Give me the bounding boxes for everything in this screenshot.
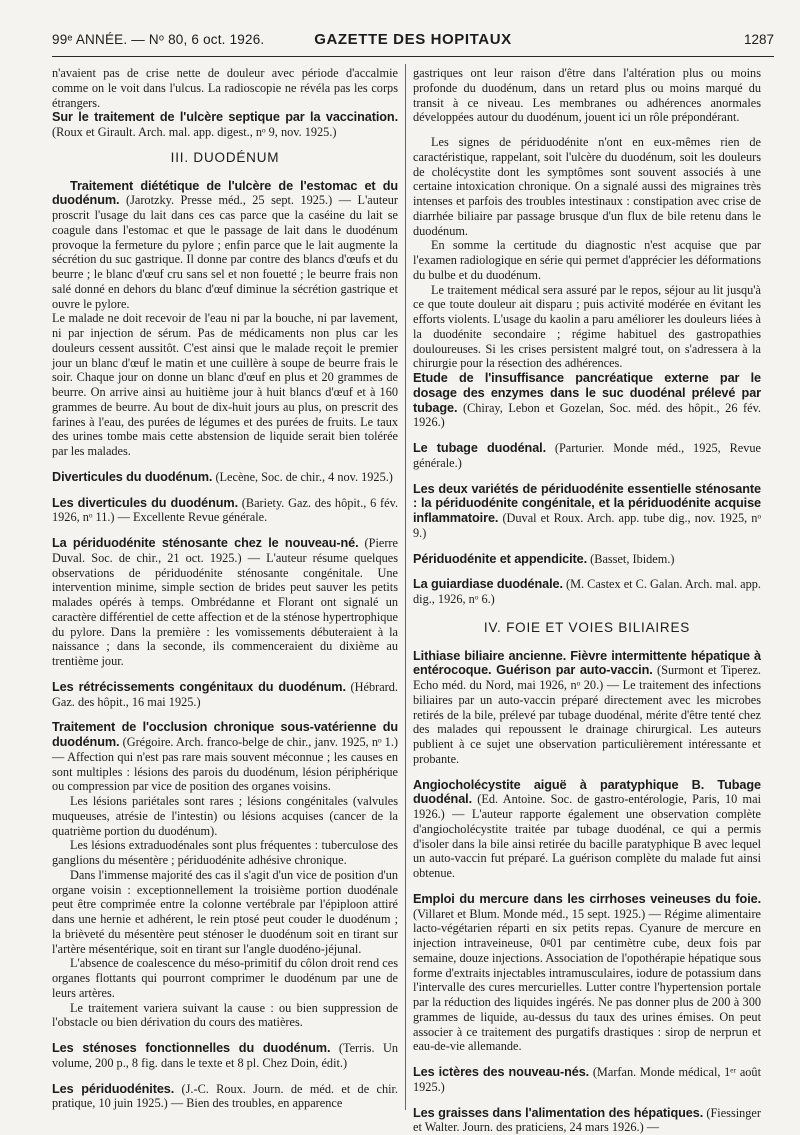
article-reference: (Duval et Roux. Arch. app. tube dig., nov. 1925, nᵒ 9.)	[413, 511, 761, 540]
article-reference: (Marfan. Monde médical, 1ᵉʳ août 1925.)	[413, 1065, 761, 1094]
article-body: Le traitement variera suivant la cause : ou bien suppression de l'obstacle ou bien dérivation du cours des matières.	[52, 1001, 398, 1031]
page-header	[52, 30, 774, 52]
article-reference: (Bariety. Gaz. des hôpit., 6 fév. 1926, nᵒ 11.)	[52, 496, 398, 525]
article-entry	[413, 371, 761, 430]
article-reference: (Ed. Antoine. Soc. de gastro-entérologie, Paris, 10 mai 1926.)	[413, 792, 761, 821]
page-number: 1287	[744, 32, 774, 47]
article-title: La périduodénite sténosante chez le nouveau-né.	[52, 536, 359, 550]
article-entry	[413, 577, 761, 607]
article-reference: (Chiray, Lebon et Gozelan, Soc. méd. des hôpit., 26 fév. 1926.)	[413, 401, 761, 430]
article-title: Emploi du mercure dans les cirrhoses veineuses du foie.	[413, 892, 761, 906]
article-title: Les deux variétés de périduodénite essentielle sténosante : la périduodénite congénitale, et la périduodénite acquise inflammatoire.	[413, 482, 761, 526]
article-reference: (M. Castex et C. Galan. Arch. mal. app. dig., 1926, nᵒ 6.)	[413, 577, 761, 606]
article-body: L'absence de coalescence du méso-primitif du côlon droit rend ces organes flottants qui pourront comprimer le duodénum par une de leurs artères.	[52, 956, 398, 1000]
article-title: Traitement diététique de l'ulcère de l'estomac et du duodénum.	[52, 179, 398, 208]
article-body: — Le traitement des infections biliaires par un auto-vaccin préparé directement avec les microbes retirés de la bile, prélevé par tubage duodénal, mérite d'être tenté chez des malades qui repoussent le drainage chirurgical. Les auteurs publient à ce sujet une observation particulièrement intéressante et probante.	[413, 678, 761, 766]
article-title: Les graisses dans l'alimentation des hépatiques.	[413, 1106, 703, 1120]
section-heading: IV. FOIE ET VOIES BILIAIRES	[413, 621, 761, 636]
article-title: Diverticules du duodénum.	[52, 470, 212, 484]
paragraph: Les signes de périduodénite n'ont en eux-mêmes rien de caractéristique, rappelant, soit l'ulcère du duodénum, soit les douleurs de cholécystite dont les symptômes sont souvent associés à une certaine intoxication chronique. On a signalé aussi des migraines très intenses et parfois des troubles intestinaux : constipation avec crise de diarrhée biliaire par passage brusque d'un flux de bile retenu dans le duodénum.	[413, 135, 761, 238]
article-title: Les ictères des nouveau-nés.	[413, 1065, 589, 1079]
journal-title: GAZETTE DES HOPITAUX	[52, 31, 774, 48]
article-reference: (Fiessinger et Walter. Journ. des praticiens, 24 mars 1926.)	[413, 1106, 761, 1135]
article-body: Dans l'immense majorité des cas il s'agit d'un vice de position d'un organe voisin : exceptionnellement la troisième portion duodénale peut être comprimée entre la colonne vertébrale par l'épiploon attiré dans une hernie et adhérent, le rein ptosé peut couder le duodénum ; la brièveté du mésentère peut sténoser le duodénum soit en tirant sur l'artère mésentérique, soit en tirant sur l'angle duodéno-jéjunal.	[52, 868, 398, 957]
article-entry	[52, 1041, 398, 1071]
paragraph: n'avaient pas de crise nette de douleur avec période d'accalmie comme on le voit dans l'ulcus. La radioscopie ne révéla pas les corps étrangers.	[52, 66, 398, 110]
article-entry	[413, 1106, 761, 1135]
right-column	[413, 66, 761, 1111]
article-reference: (Terris. Un volume, 200 p., 8 fig. dans le texte et 8 pl. Chez Doin, édit.)	[52, 1041, 398, 1070]
article-body: Le malade ne doit recevoir de l'eau ni par la bouche, ni par lavement, ni par injection de sérum. Pas de médicaments non plus car les douleurs cessent aussitôt. C'est ainsi que le malade reçoit le premier jour un blanc d'œuf le matin et une cuillère à soupe de beurre frais le soir. Chaque jour on donne un blanc d'œuf en plus et 20 grammes de beurre. On arrive ainsi au huitième jour à huit blancs d'œuf et à 160 grammes de beurre. Au bout de dix-huit jours au plus, on prescrit des farines à l'eau, des purées de légumes et des purées de fruits. Le taux des urines tombe mais cette abstension de liquide serait bien tolérée par les malades.	[52, 311, 398, 459]
article-entry	[413, 441, 761, 471]
article-reference: (Basset, Ibidem.)	[590, 552, 674, 566]
article-title: Le tubage duodénal.	[413, 441, 546, 455]
article-title: Les diverticules du duodénum.	[52, 496, 238, 510]
article-reference: (Jarotzky. Presse méd., 25 sept. 1925.)	[126, 193, 332, 207]
article-reference: (Roux et Girault. Arch. mal. app. digest., nᵒ 9, nov. 1925.)	[52, 125, 337, 139]
article-entry	[413, 1065, 761, 1095]
article-reference: (J.-C. Roux. Journ. de méd. et de chir. pratique, 10 juin 1925.)	[52, 1082, 398, 1111]
article-entry	[413, 552, 761, 567]
article-entry	[52, 536, 398, 669]
column-divider	[405, 64, 406, 1110]
article-entry	[413, 649, 761, 767]
paragraph: En somme la certitude du diagnostic n'est acquise que par l'examen radiologique en série qui permet d'apprécier les déformations du bulbe et du duodénum.	[413, 238, 761, 282]
paragraph: gastriques ont leur raison d'être dans l'altération plus ou moins profonde du duodénum, dans un retard plus ou moins marqué du transit à ce niveau. Les membranes ou adhérences anormales développées autour du duodénum, jouent ici un rôle prépondérant.	[413, 66, 761, 125]
article-entry	[52, 496, 398, 526]
article-entry	[52, 680, 398, 710]
section-heading: III. DUODÉNUM	[52, 151, 398, 166]
article-entry	[52, 470, 398, 485]
article-reference: (Pierre Duval. Soc. de chir., 21 oct. 1925.)	[52, 536, 398, 565]
article-entry	[413, 892, 761, 1054]
article-title: Angiocholécystite aiguë à paratyphique B. Tubage duodénal.	[413, 778, 761, 807]
article-body: — L'auteur rapporte également une observation complète d'angiocholécystite traitée par tubage duodénal, ce qui a permis d'isoler dans la bile ainsi retirée du bacille paratyphique B avec lequel un auto-vaccin fut préparé. La guérison complète du malade fut ainsi obtenue.	[413, 807, 761, 880]
paragraph: Le traitement médical sera assuré par le repos, séjour au lit jusqu'à ce que toute douleur ait disparu ; puis activité modérée en évitant les efforts violents. L'usage du kaolin a paru améliorer les douleurs liées à la duodénite secondaire ; régime habituel des gastropathies douloureuses. Si les crises persistent malgré tout, on s'adressera à la chirurgie pour la résection des adhérences.	[413, 283, 761, 372]
article-title: La guiardiase duodénale.	[413, 577, 563, 591]
article-entry	[52, 110, 398, 140]
article-body: —	[647, 1120, 659, 1134]
article-title: Sur le traitement de l'ulcère septique par la vaccination.	[52, 110, 398, 124]
article-body: Les lésions pariétales sont rares ; lésions congénitales (valvules muqueuses, atrésie de l'intestin) ou lésions acquises (cancer de la quatrième portion du duodénum).	[52, 794, 398, 838]
article-entry	[52, 720, 398, 1030]
article-reference: (Villaret et Blum. Monde méd., 15 sept. 1925.)	[413, 907, 645, 921]
article-reference: (Parturier. Monde méd., 1925, Revue générale.)	[413, 441, 761, 470]
article-body: — L'auteur proscrit l'usage du lait dans ces cas parce que la caséine du lait se coagule dans l'estomac et que le passage de lait dans le duodénum provoque la fermeture du pylore ; enfin parce que le lait augmente la sécrétion du suc gastrique. Il donne par contre des blancs d'œufs et du beurre ; le blanc d'œuf cru sans sel et non fouetté ; le beurre frais non salé donné en dehors du blanc d'œuf diminue la sécrétion gastrique et ouvre le pylore.	[52, 193, 398, 310]
article-reference: (Hébrard. Gaz. des hôpit., 16 mai 1925.)	[52, 680, 398, 709]
left-column	[52, 66, 398, 1111]
article-title: Traitement de l'occlusion chronique sous-vatérienne du duodénum.	[52, 720, 398, 749]
article-entry	[52, 1082, 398, 1112]
article-title: Les sténoses fonctionnelles du duodénum.	[52, 1041, 330, 1055]
article-title: Etude de l'insuffisance pancréatique externe par le dosage des enzymes dans le suc duodénal prélevé par tubage.	[413, 371, 761, 415]
article-reference: (Surmont et Tiperez. Echo méd. du Nord, mai 1926, nᵒ 20.)	[413, 663, 761, 692]
header-rule	[52, 56, 774, 57]
article-title: Les périduodénites.	[52, 1082, 174, 1096]
article-body: — Bien des troubles, en apparence	[171, 1096, 342, 1110]
article-title: Les rétrécissements congénitaux du duodénum.	[52, 680, 346, 694]
article-reference: (Lecène, Soc. de chir., 4 nov. 1925.)	[215, 470, 392, 484]
article-title: Lithiase biliaire ancienne. Fièvre intermittente hépatique à entérocoque. Guérison par auto-vaccin.	[413, 649, 761, 678]
article-body: — Affection qui n'est pas rare mais souvent méconnue ; les causes en sont multiples : lésions des parois du duodénum, lésion périphérique ou compression par vice de position des organes voisins.	[52, 750, 398, 794]
issue-info: 99ᵉ ANNÉE. — Nᵒ 80, 6 oct. 1926.	[52, 32, 264, 47]
article-reference: (Grégoire. Arch. franco-belge de chir., janv. 1925, nᵒ 1.)	[123, 735, 398, 749]
article-title: Périduodénite et appendicite.	[413, 552, 587, 566]
article-entry	[52, 179, 398, 459]
article-body: — L'auteur résume quelques observations de périduodénite sténosante congénitale. Une intervention minime, simple section de brides peut sauver les petits malades opérés à temps. Ombrédanne et Florant ont signalé un caractère différentiel de cette affection et de la sténose hypertrophique du pylore. Dans la première : les vomissements débuteraient à la naissance ; dans la seconde, ils commenceraient du dixième au trentième jour.	[52, 551, 398, 668]
article-entry	[413, 482, 761, 541]
article-body: Les lésions extraduodénales sont plus fréquentes : tuberculose des ganglions du mésentère ; périduodénite adhésive chronique.	[52, 838, 398, 868]
article-entry	[413, 778, 761, 881]
article-body: — Excellente Revue générale.	[118, 510, 268, 524]
article-body: — Régime alimentaire lacto-végétarien réparti en six petits repas. Cyanure de mercure en injection intraveineuse, 0ᵍ01 par centimètre cube, deux fois par semaine, douze injections. Association de l'opothérapie hépatique sous forme d'extraits injectables intramusculaires, iodure de potassium dans l'intervalle des cures mercurielles. Lutter contre l'hypertension portale par la réduction des liquides ingérés. Ne pas donner plus de 200 à 300 grammes de liquide, au-dessus du taux des urines émises. On peut associer à ce traitement des purgatifs drastiques : sirop de nerprun et eau-de-vie allemande.	[413, 907, 761, 1054]
